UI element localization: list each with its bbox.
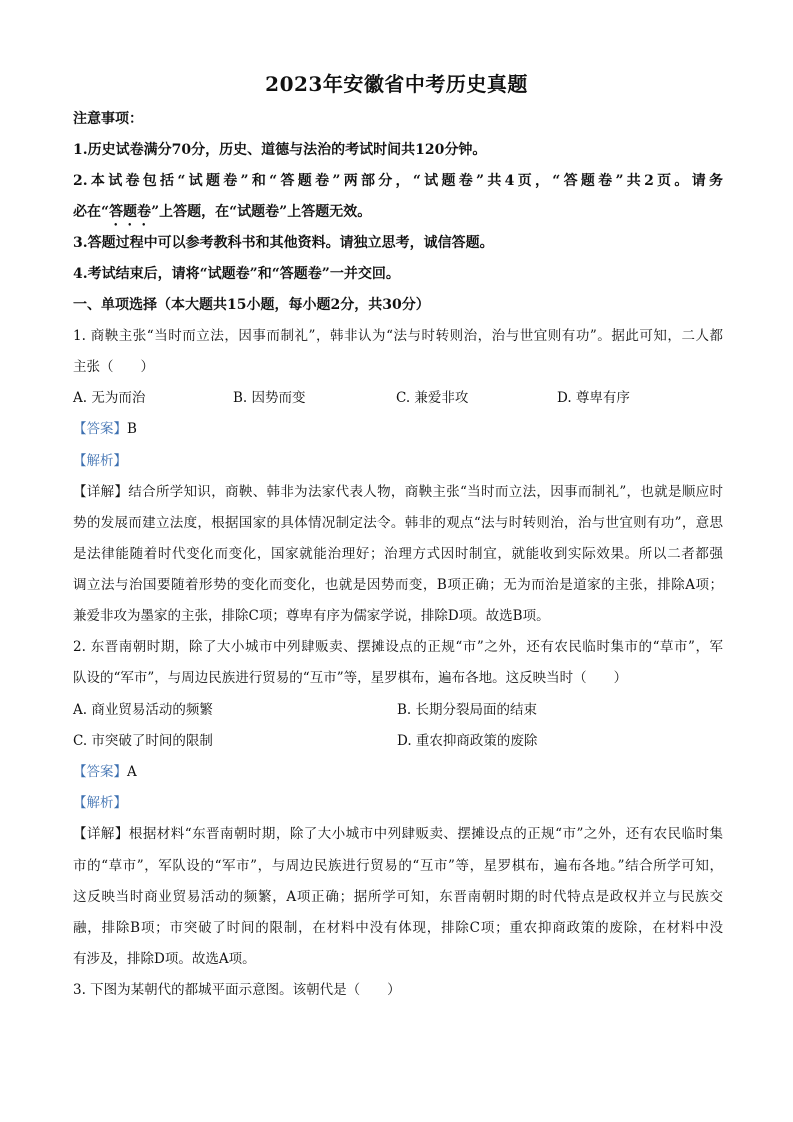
notice-item-2: 2.本试卷包括“试题卷”和“答题卷”两部分，“试题卷”共4页，“答题卷”共2页。请务 — [73, 173, 723, 189]
notice-heading: 注意事项： — [73, 111, 143, 127]
notice-item-3: 3.答题过程中可以参考教科书和其他资料。请独立思考，诚信答题。 — [73, 235, 494, 251]
question-1-option-d: D. 尊卑有序 — [557, 390, 630, 406]
question-2-detail-line-4: 融，排除B项；市突破了时间的限制，在材料中没有体现，排除C项；重农抑商政策的废除，在材料中没 — [73, 920, 723, 936]
question-1-option-c: C. 兼爱非攻 — [396, 390, 469, 406]
answer-tag: 【答案】 — [73, 421, 127, 437]
question-2-answer — [73, 762, 723, 782]
question-2-option-a: A. 商业贸易活动的频繁 — [73, 702, 213, 718]
notice-item-2-continuation — [73, 202, 723, 229]
notice-item-1: 1.历史试卷满分70分，历史、道德与法治的考试时间共120分钟。 — [73, 142, 487, 158]
notice-text: ”上答题，在“试题卷”上答题无效。 — [151, 204, 372, 220]
question-2-option-c: C. 市突破了时间的限制 — [73, 733, 213, 749]
question-2-stem-line-1: 2. 东晋南朝时期，除了大小城市中列肆贩卖、摆摊设点的正规“市”之外，还有农民临时集市的“草市”，军 — [73, 639, 723, 655]
detail-text: 结合所学知识，商鞅、韩非为法家代表人物，商鞅主张“当时而立法，因事而制礼”，也就是顺应时 — [128, 484, 723, 500]
detail-text: 根据材料“东晋南朝时期，除了大小城市中列肆贩卖、摆摊设点的正规“市”之外，还有农民临时集 — [128, 826, 723, 842]
question-3-stem-line-1: 3. 下图为某朝代的都城平面示意图。该朝代是（ ） — [73, 982, 401, 998]
question-1-detail-line-5: 兼爱非攻为墨家的主张，排除C项；尊卑有序为儒家学说，排除D项。故选B项。 — [73, 608, 550, 624]
question-1-answer — [73, 419, 723, 439]
detail-tag: 【详解】 — [73, 484, 129, 500]
emphasized-text: 答题卷 — [109, 204, 152, 220]
question-1-stem-line-1: 1. 商鞅主张“当时而立法，因事而制礼”，韩非认为“法与时转则治，治与世宜则有功”。据此可知，二人都 — [73, 328, 723, 344]
question-2-option-d: D. 重农抑商政策的废除 — [397, 733, 538, 749]
detail-tag: 【详解】 — [73, 826, 129, 842]
question-1-stem-line-2: 主张（ ） — [73, 359, 154, 375]
question-2-detail-line-2: 市的“草市”，军队设的“军市”，与周边民族进行贸易的“互市”等，星罗棋布，遍布各地。”结合所学可知， — [73, 858, 723, 874]
question-1-detail-line-4: 调立法与治国要随着形势的变化而变化，也就是因势而变，B项正确；无为而治是道家的主张，排除A项； — [73, 577, 723, 593]
question-2-detail-line-5: 有涉及，排除D项。故选A项。 — [73, 951, 256, 967]
question-2-detail-line-3: 这反映当时商业贸易活动的频繁，A项正确；据所学可知，东晋南朝时期的时代特点是政权并立与民族交 — [73, 889, 723, 905]
notice-text: 必在“ — [73, 204, 110, 220]
question-1-detail-line-2: 势的发展而建立法度，根据国家的具体情况制定法令。韩非的观点“法与时转则治，治与世宜则有功”，意思 — [73, 515, 723, 531]
question-1-option-b: B. 因势而变 — [233, 390, 306, 406]
question-1-option-a: A. 无为而治 — [73, 390, 146, 406]
question-1-detail-line-1 — [73, 482, 723, 502]
answer-tag: 【答案】 — [73, 764, 127, 780]
question-1-analysis-tag: 【解析】 — [73, 453, 127, 469]
section-heading: 一、单项选择（本大题共15小题，每小题2分，共30分） — [73, 297, 430, 313]
question-1-detail-line-3: 是法律能随着时代变化而变化，国家就能治理好；治理方式因时制宜，就能收到实际效果。所以二者都强 — [73, 546, 723, 562]
question-2-stem-line-2: 队设的“军市”，与周边民族进行贸易的“互市”等，星罗棋布，遍布各地。这反映当时（ ） — [73, 670, 628, 686]
notice-item-4: 4.考试结束后，请将“试题卷”和“答题卷”一并交回。 — [73, 266, 400, 282]
question-2-option-b: B. 长期分裂局面的结束 — [397, 702, 538, 718]
question-2-detail-line-1 — [73, 824, 723, 844]
answer-value: A — [127, 764, 137, 780]
answer-value: B — [127, 421, 137, 437]
document-title: 2023年安徽省中考历史真题 — [265, 72, 528, 96]
question-2-analysis-tag: 【解析】 — [73, 795, 127, 811]
